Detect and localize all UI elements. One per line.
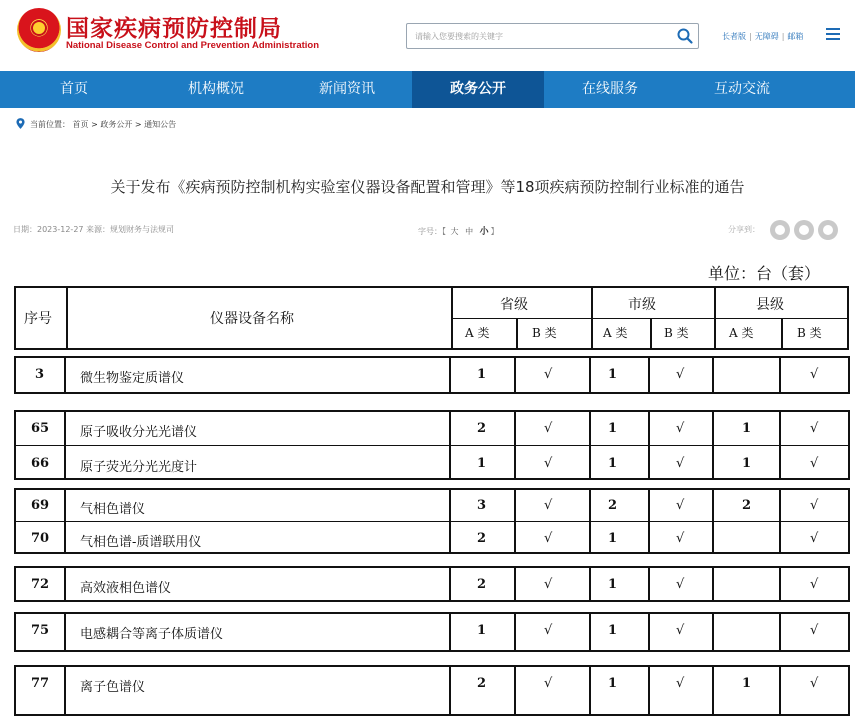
instrument-name: 高效液相色谱仪 [80, 581, 172, 596]
font-size-large[interactable]: 大 [450, 227, 459, 236]
value-class-a: 2 [477, 530, 487, 546]
value-class-b: √ [676, 367, 685, 382]
font-size-small[interactable]: 小 [479, 227, 489, 237]
nav-online-services[interactable]: 在线服务 [582, 81, 638, 97]
date-label: 日期： [13, 225, 37, 234]
value-class-a: 1 [608, 530, 618, 546]
value-class-b: √ [544, 420, 553, 436]
wechat-share-icon[interactable] [770, 220, 790, 240]
breadcrumb-label: 当前位置： [30, 120, 70, 129]
value-class-b: √ [810, 455, 819, 471]
weibo-share-icon[interactable] [794, 220, 814, 240]
value-class-a: 1 [742, 455, 752, 471]
value-class-a: 2 [477, 577, 487, 592]
nav-home[interactable]: 首页 [60, 81, 88, 97]
value-class-a: 1 [742, 676, 752, 691]
top-links: 长者版 | 无障碍 | 邮箱 [722, 32, 804, 41]
article-date: 2023-12-27 [37, 225, 84, 234]
header-city-b: B 类 [664, 326, 689, 340]
national-emblem-icon[interactable] [17, 8, 61, 52]
instrument-name: 原子吸收分光光谱仪 [80, 424, 198, 440]
value-class-a: 1 [608, 420, 618, 436]
value-class-b: √ [810, 420, 819, 436]
row-number: 77 [31, 676, 50, 691]
row-number: 66 [31, 455, 50, 471]
row-number: 69 [31, 497, 50, 513]
fontsize-label: 字号： [418, 227, 442, 236]
share-label: 分享到： [728, 225, 760, 234]
value-class-a: 2 [608, 497, 618, 513]
header-province: 省级 [500, 297, 528, 313]
table-unit: 单位：台（套） [708, 264, 821, 283]
value-class-a: 2 [742, 497, 752, 513]
instrument-name: 气相色谱仪 [80, 501, 146, 517]
header-city: 市级 [628, 297, 656, 313]
nav-about[interactable]: 机构概况 [188, 81, 244, 97]
search-icon[interactable] [676, 27, 694, 45]
breadcrumb-notices[interactable]: 通知公告 [144, 120, 177, 129]
location-pin-icon [16, 118, 25, 129]
font-size-medium[interactable]: 中 [465, 227, 474, 236]
value-class-b: √ [810, 623, 819, 638]
main-nav [0, 71, 855, 108]
instrument-name: 电感耦合等离子体质谱仪 [80, 627, 224, 642]
header-city-a: A 类 [603, 326, 628, 340]
row-number: 3 [35, 367, 45, 382]
value-class-a: 3 [477, 497, 487, 513]
value-class-b: √ [544, 530, 553, 546]
value-class-b: √ [544, 577, 553, 592]
value-class-b: √ [810, 497, 819, 513]
breadcrumb-government-affairs[interactable]: 政务公开 [100, 120, 133, 129]
org-name-en[interactable]: National Disease Control and Prevention Administration [66, 40, 320, 51]
value-class-b: √ [544, 367, 553, 382]
nav-interaction[interactable]: 互动交流 [714, 81, 770, 97]
instrument-name: 原子荧光分光光度计 [80, 459, 198, 475]
value-class-b: √ [810, 577, 819, 592]
header-name: 仪器设备名称 [210, 311, 294, 327]
value-class-a: 2 [477, 420, 487, 436]
row-number: 75 [31, 623, 50, 638]
value-class-b: √ [810, 367, 819, 382]
header-county-a: A 类 [729, 326, 754, 340]
search-input[interactable] [415, 28, 665, 44]
row-number: 72 [31, 577, 50, 592]
value-class-b: √ [544, 623, 553, 638]
value-class-a: 1 [477, 623, 487, 638]
value-class-b: √ [676, 623, 685, 638]
site-header [0, 0, 855, 68]
source-label: 来源： [86, 225, 111, 234]
mailbox-link[interactable]: 邮箱 [787, 32, 804, 41]
value-class-b: √ [544, 455, 553, 471]
value-class-b: √ [676, 577, 685, 592]
value-class-a: 1 [608, 623, 618, 638]
breadcrumb-home[interactable]: 首页 [72, 120, 89, 129]
breadcrumb: 当前位置： 首页 > 政务公开 > 通知公告 [16, 118, 176, 130]
instrument-name: 微生物鉴定质谱仪 [80, 371, 185, 386]
font-size-control: 字号：【 大 中 小 】 [418, 227, 499, 237]
instrument-name: 气相色谱-质谱联用仪 [80, 534, 202, 550]
header-county-b: B 类 [797, 326, 822, 340]
value-class-a: 2 [477, 676, 487, 691]
value-class-a: 1 [608, 676, 618, 691]
nav-government-affairs[interactable]: 政务公开 [412, 71, 544, 108]
value-class-b: √ [810, 676, 819, 691]
hamburger-menu-icon[interactable] [826, 28, 840, 40]
value-class-a: 1 [742, 420, 752, 436]
instrument-name: 离子色谱仪 [80, 680, 146, 695]
value-class-b: √ [676, 455, 685, 471]
nav-news[interactable]: 新闻资讯 [319, 81, 375, 97]
accessibility-link[interactable]: 无障碍 [754, 32, 779, 41]
value-class-b: √ [676, 676, 685, 691]
value-class-b: √ [544, 676, 553, 691]
header-province-a: A 类 [465, 326, 490, 340]
article-source: 规划财务与法规司 [110, 225, 175, 234]
header-county: 县级 [756, 297, 784, 313]
search-box [406, 23, 699, 49]
elderly-mode-link[interactable]: 长者版 [722, 32, 746, 41]
header-province-b: B 类 [532, 326, 557, 340]
org-name-cn[interactable]: 国家疾病预防控制局 [66, 16, 282, 42]
value-class-b: √ [676, 420, 685, 436]
article-meta [13, 224, 174, 235]
table-header [14, 286, 849, 350]
header-no: 序号 [24, 311, 52, 327]
value-class-a: 1 [608, 367, 618, 382]
value-class-a: 1 [477, 455, 487, 471]
row-number: 65 [31, 420, 50, 436]
value-class-b: √ [676, 497, 685, 513]
value-class-a: 1 [477, 367, 487, 382]
article-title: 关于发布《疾病预防控制机构实验室仪器设备配置和管理》等18项疾病预防控制行业标准的通告 [110, 178, 745, 196]
row-number: 70 [31, 530, 50, 546]
value-class-b: √ [676, 530, 685, 546]
value-class-b: √ [544, 497, 553, 513]
value-class-a: 1 [608, 577, 618, 592]
value-class-b: √ [810, 530, 819, 546]
value-class-a: 1 [608, 455, 618, 471]
qq-share-icon[interactable] [818, 220, 838, 240]
